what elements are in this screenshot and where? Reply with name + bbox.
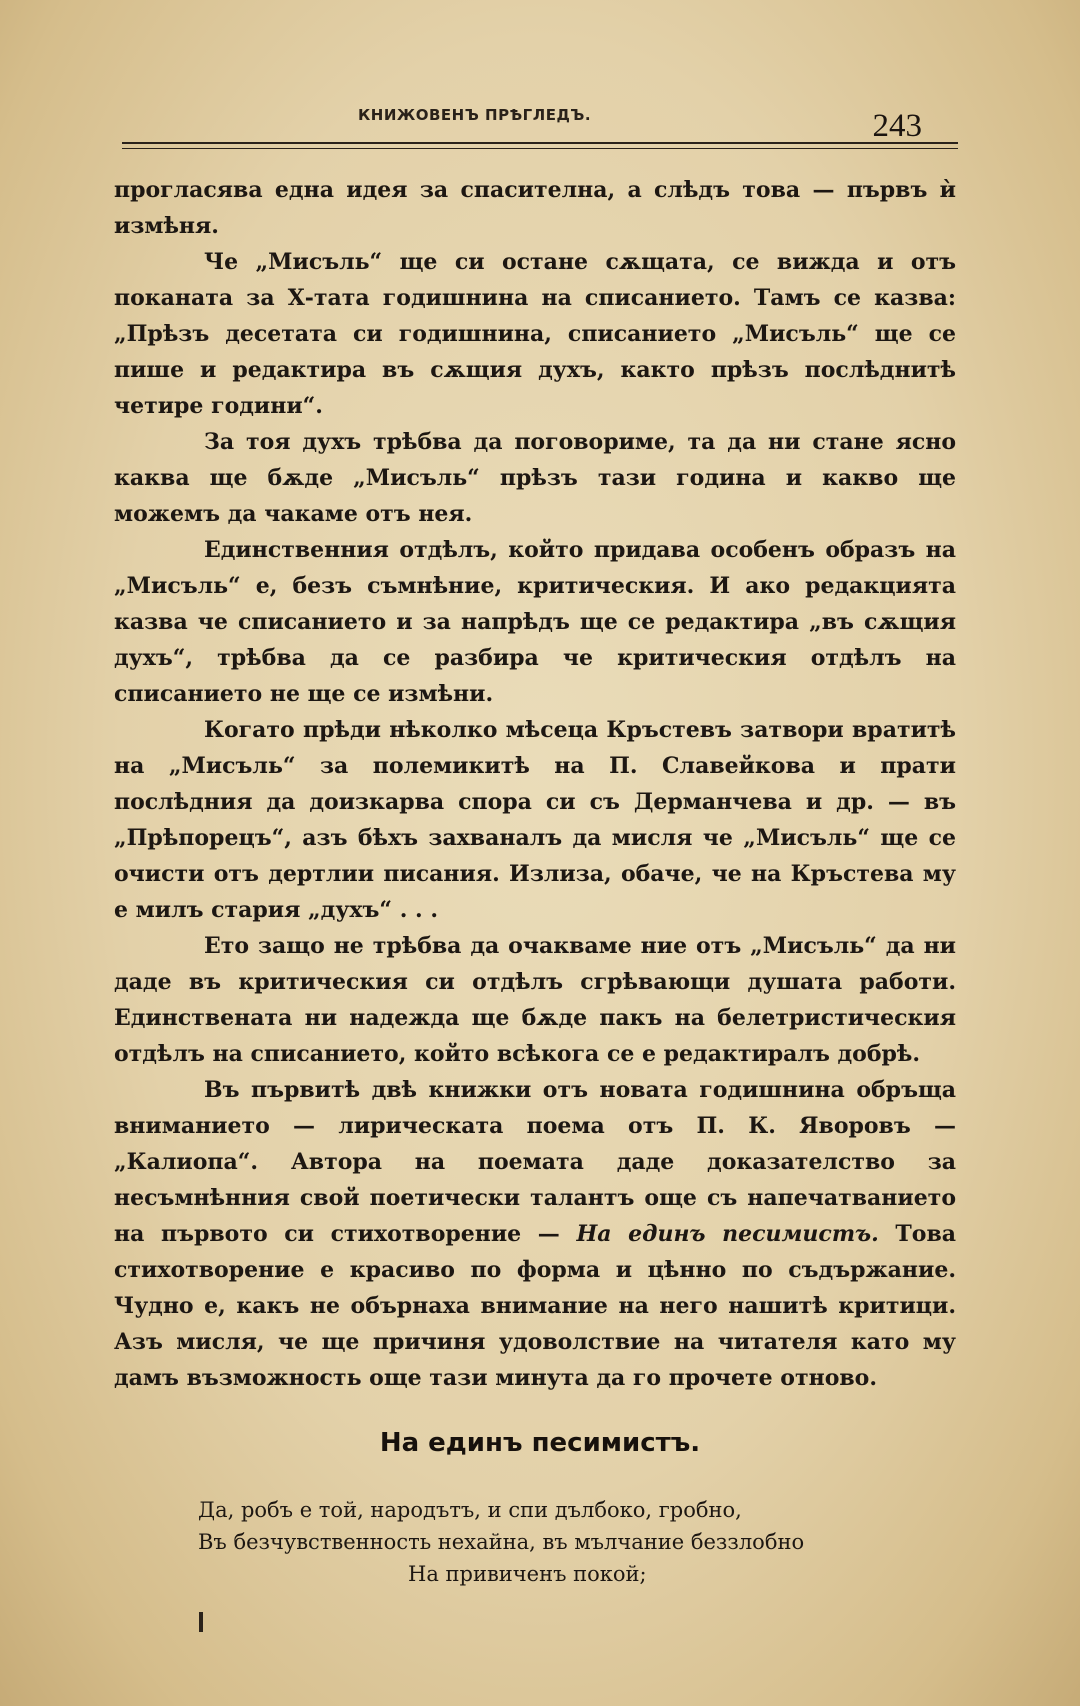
poem-reference: На единъ песимистъ. bbox=[576, 1221, 879, 1247]
paragraph: Ето защо не трѣбва да очакваме ние отъ „Мисъль“ да ни даде въ критическия си отдѣлъ сгрѣвающи душата работи. Единствената ни надежда ще бѫде пакъ на белетристическия отдѣлъ на списанието, който всѣкога се е редактиралъ добрѣ. bbox=[114, 933, 956, 1067]
paragraph: прогласява една идея за спасителна, а слѣдъ това — първъ ѝ измѣня. bbox=[114, 177, 956, 239]
paragraph bbox=[114, 1072, 956, 1396]
page-header bbox=[122, 98, 958, 144]
article-body bbox=[114, 172, 956, 1396]
paragraph-text: Това стихотворение е красиво по форма и цѣнно по съдържание. Чудно е, какъ не обърнаха внимание на него нашитѣ критици. Азъ мисля, че ще причиня удоволствие на читателя като му дамъ възможность още тази минута да го прочете отново. bbox=[114, 1221, 956, 1391]
header-rule-thin bbox=[122, 148, 958, 149]
paragraph-text: Въ първитѣ двѣ книжки отъ новата годишнина обръща вниманието — лирическата поема отъ П. К. Яворовъ — „Калиопа“. Автора на поемата даде доказателство за несъмнѣнния свой поетически талантъ още съ напечатванието на първото си стихотворение — bbox=[114, 1077, 956, 1247]
paragraph: Че „Мисъль“ ще си остане сѫщата, се вижда и отъ поканата за Х-тата годишнина на списанието. Тамъ се казва: „Прѣзъ десетата си годишнина, списанието „Мисъль“ ще се пише и редактира въ сѫщия духъ, както прѣзъ послѣднитѣ четире години“. bbox=[114, 249, 956, 419]
paragraph: Когато прѣди нѣколко мѣсеца Кръстевъ затвори вратитѣ на „Мисъль“ за полемикитѣ на П. Славейкова и прати послѣдния да доизкарва спора си съ Дерманчева и др. — въ „Прѣпорецъ“, азъ бѣхъ захваналъ да мисля че „Мисъль“ ще се очисти отъ дертлии писания. Излиза, обаче, че на Кръстева му е милъ стария „духъ“ . . . bbox=[114, 717, 956, 923]
header-rule bbox=[122, 142, 958, 144]
poem-title: На единъ песимистъ. bbox=[379, 1428, 701, 1458]
page-number: 243 bbox=[872, 108, 922, 144]
paragraph: Единственния отдѣлъ, който придава особенъ образъ на „Мисъль“ е, безъ съмнѣние, критическия. И ако редакцията казва че списанието и за напрѣдъ ще се редактира „въ сѫщия духъ“, трѣбва да се разбира че критическия отдѣлъ на списанието не ще се измѣни. bbox=[114, 537, 956, 707]
ink-mark bbox=[199, 1612, 203, 1632]
poem-line: На привиченъ покой; bbox=[408, 1562, 647, 1586]
running-title: КНИЖОВЕНЪ ПРѢГЛЕДЪ. bbox=[358, 106, 592, 124]
poem-line: Да, робъ е той, народътъ, и спи дълбоко, гробно, bbox=[198, 1498, 742, 1522]
poem-text bbox=[198, 1494, 898, 1590]
poem-line: Въ безчувственность нехайна, въ мълчание беззлобно bbox=[198, 1530, 805, 1554]
paragraph: За тоя духъ трѣбва да поговоримe, та да ни стане ясно каква ще бѫде „Мисъль“ прѣзъ тази година и какво ще можемъ да чакаме отъ нея. bbox=[114, 429, 956, 527]
